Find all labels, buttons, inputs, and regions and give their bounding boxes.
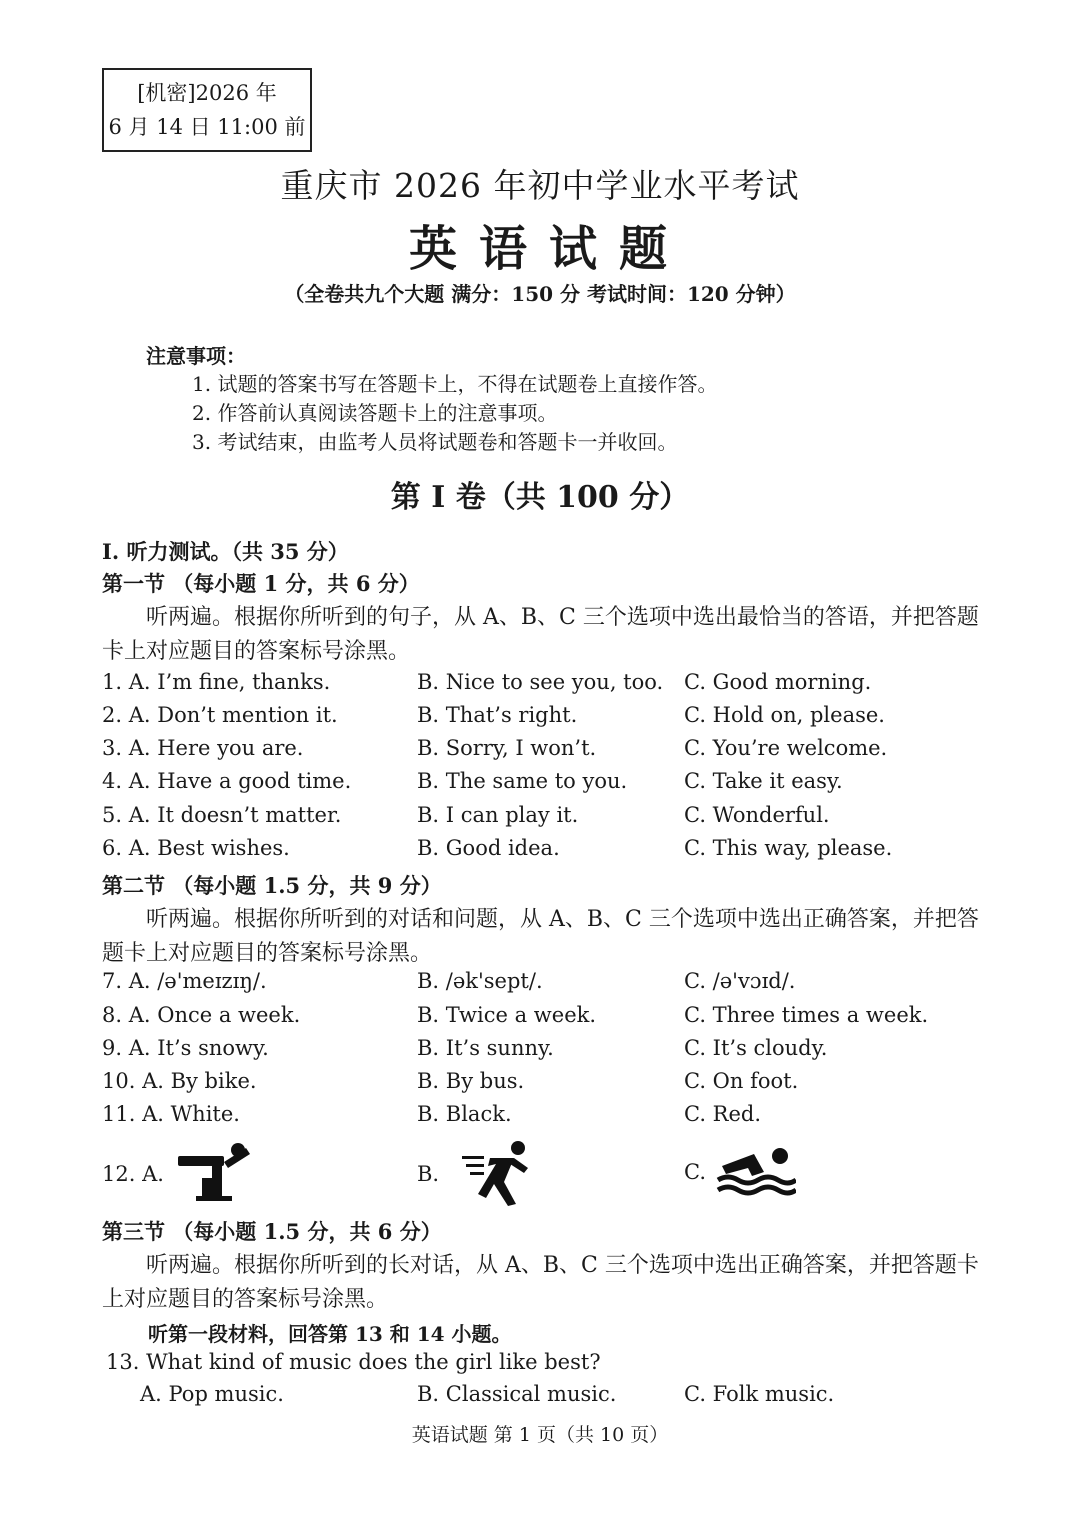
- option-c: C. You’re welcome.: [684, 736, 888, 760]
- material-note: 听第一段材料，回答第 13 和 14 小题。: [148, 1322, 512, 1346]
- option-b: B. Classical music.: [417, 1382, 617, 1406]
- option-c: C. Three times a week.: [684, 1003, 929, 1027]
- option-c: C. /ə'vɔɪd/.: [684, 969, 796, 993]
- running-icon: [460, 1138, 536, 1208]
- option-c: C. It’s cloudy.: [684, 1036, 828, 1060]
- part-title: 第 I 卷（共 100 分）: [390, 480, 690, 515]
- option-a: A. Pop music.: [140, 1382, 284, 1406]
- option-b: B. I can play it.: [417, 803, 579, 827]
- option-b: B. It’s sunny.: [417, 1036, 554, 1060]
- notice-item: 1. 试题的答案书写在答题卡上，不得在试题卷上直接作答。: [192, 372, 718, 396]
- option-c: C. Take it easy.: [684, 769, 843, 793]
- confidential-box: [102, 68, 312, 152]
- option-a: 7. A. /ə'meɪzɪŋ/.: [102, 969, 267, 993]
- exam-info: （全卷共九个大题 满分：150 分 考试时间：120 分钟）: [284, 282, 796, 306]
- option-c: C. Good morning.: [684, 670, 872, 694]
- notice-heading: 注意事项：: [146, 344, 246, 368]
- option-b: B. By bus.: [417, 1069, 525, 1093]
- option-a: 8. A. Once a week.: [102, 1003, 301, 1027]
- notice-item: 2. 作答前认真阅读答题卡上的注意事项。: [192, 401, 558, 425]
- option-a: 10. A. By bike.: [102, 1069, 257, 1093]
- option-c: C. Wonderful.: [684, 803, 830, 827]
- swimming-icon: [714, 1144, 796, 1198]
- confidential-line-2: 6 月 14 日 11:00 前: [108, 115, 306, 139]
- subject-title: 英语试题: [408, 221, 689, 277]
- option-a: 6. A. Best wishes.: [102, 836, 290, 860]
- exam-title: 重庆市 2026 年初中学业水平考试: [280, 166, 800, 205]
- option-c: C. On foot.: [684, 1069, 799, 1093]
- skating-icon: [176, 1138, 256, 1204]
- option-b: B. Twice a week.: [417, 1003, 597, 1027]
- section1-desc-line1: 听两遍。根据你所听到的句子，从 A、B、C 三个选项中选出最恰当的答语，并把答题: [146, 605, 979, 630]
- section1-desc-line2: 卡上对应题目的答案标号涂黑。: [102, 639, 411, 664]
- option-b: B. The same to you.: [417, 769, 628, 793]
- section2-desc-line1: 听两遍。根据你所听到的对话和问题，从 A、B、C 三个选项中选出正确答案，并把答: [146, 907, 979, 932]
- option-c: C. Hold on, please.: [684, 703, 885, 727]
- option-a: 1. A. I’m fine, thanks.: [102, 670, 331, 694]
- section3-desc-line1: 听两遍。根据你所听到的长对话，从 A、B、C 三个选项中选出正确答案，并把答题卡: [146, 1253, 979, 1278]
- option-a: 2. A. Don’t mention it.: [102, 703, 338, 727]
- option-c: C. This way, please.: [684, 836, 893, 860]
- option-c: C. Red.: [684, 1102, 762, 1126]
- question-13: 13. What kind of music does the girl like best?: [106, 1350, 601, 1374]
- option-a: 3. A. Here you are.: [102, 736, 304, 760]
- section3-desc-line2: 上对应题目的答案标号涂黑。: [102, 1287, 389, 1312]
- option-b: B. That’s right.: [417, 703, 578, 727]
- listening-heading: I. 听力测试。（共 35 分）: [102, 539, 349, 564]
- confidential-line-1: [机密]2026 年: [137, 81, 277, 105]
- option-a: 12. A.: [102, 1162, 164, 1186]
- page-footer: 英语试题 第 1 页（共 10 页）: [411, 1424, 669, 1446]
- option-c: C. Folk music.: [684, 1382, 835, 1406]
- option-b: B.: [417, 1162, 440, 1186]
- notice-item: 3. 考试结束，由监考人员将试题卷和答题卡一并收回。: [192, 430, 678, 454]
- option-a: 4. A. Have a good time.: [102, 769, 352, 793]
- option-b: B. Good idea.: [417, 836, 560, 860]
- option-b: B. /ək'sept/.: [417, 969, 543, 993]
- option-b: B. Black.: [417, 1102, 512, 1126]
- option-a: 5. A. It doesn’t matter.: [102, 803, 342, 827]
- option-b: B. Sorry, I won’t.: [417, 736, 597, 760]
- option-a: 11. A. White.: [102, 1102, 240, 1126]
- option-b: B. Nice to see you, too.: [417, 670, 664, 694]
- option-a: 9. A. It’s snowy.: [102, 1036, 269, 1060]
- section3-heading: 第三节 （每小题 1.5 分，共 6 分）: [102, 1219, 442, 1244]
- section1-heading: 第一节 （每小题 1 分，共 6 分）: [102, 571, 420, 596]
- section2-heading: 第二节 （每小题 1.5 分，共 9 分）: [102, 873, 442, 898]
- option-c: C.: [684, 1160, 706, 1184]
- section2-desc-line2: 题卡上对应题目的答案标号涂黑。: [102, 941, 433, 966]
